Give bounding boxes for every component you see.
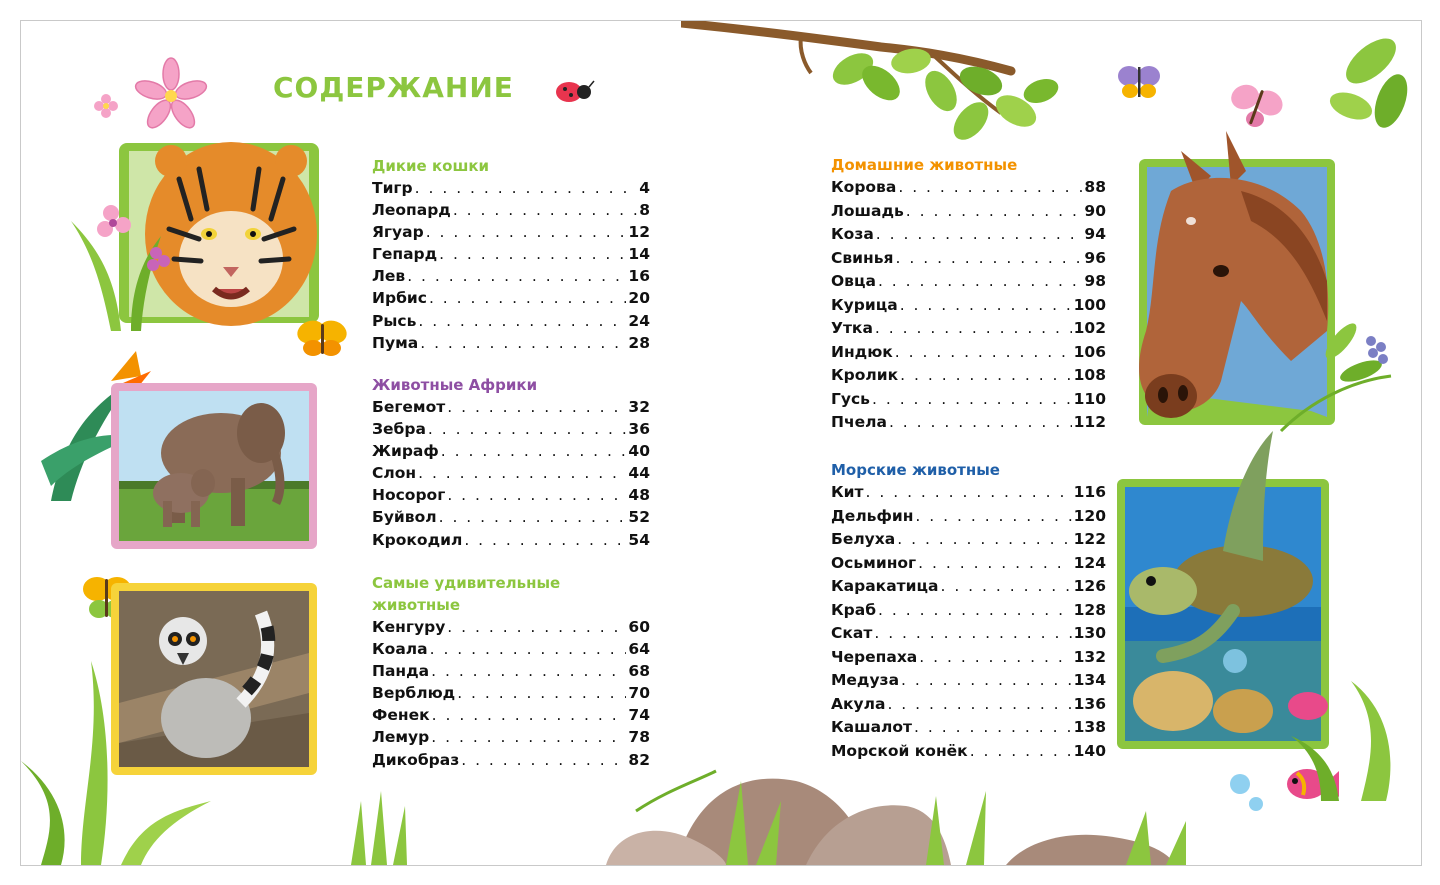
- toc-entry: [372, 529, 650, 551]
- dot-leader: [906, 200, 1083, 224]
- dot-leader: [874, 622, 1071, 646]
- entry-name: Медуза: [831, 671, 900, 689]
- dot-leader: [915, 505, 1071, 529]
- entry-page-number: 112: [1073, 413, 1106, 431]
- entry-page-number: 128: [1073, 600, 1106, 619]
- rocks-illustration: [606, 751, 1216, 865]
- entry-name: Корова: [831, 178, 897, 196]
- entry-name: Морской конёк: [831, 741, 968, 760]
- dot-leader: [900, 294, 1072, 318]
- toc-entry: [831, 317, 1106, 341]
- section-sea: [831, 459, 1106, 763]
- dot-leader: [418, 310, 626, 332]
- entry-name: Кит: [831, 483, 864, 501]
- dot-leader: [439, 506, 627, 528]
- entry-page-number: 36: [628, 420, 650, 439]
- toc-entry: [372, 506, 650, 528]
- toc-entry: [372, 638, 650, 660]
- dot-leader: [429, 287, 626, 309]
- entry-page-number: 28: [628, 333, 650, 352]
- toc-entry: [831, 622, 1106, 646]
- toc-entry: [831, 223, 1106, 247]
- butterfly-icon: [293, 316, 353, 361]
- dot-leader: [447, 484, 626, 506]
- entry-page-number: 8: [639, 201, 650, 220]
- leafy-plant-right: [1241, 281, 1401, 441]
- entry-name: Ирбис: [372, 289, 427, 308]
- butterfly-icon-3: [1116, 63, 1162, 101]
- entry-name: Кенгуру: [372, 618, 446, 636]
- dot-leader: [878, 599, 1072, 623]
- entry-name: Черепаха: [831, 647, 918, 666]
- entry-name: Кашалот: [831, 718, 913, 736]
- entry-name: Коала: [372, 640, 428, 659]
- section-africa: [372, 374, 650, 551]
- entry-page-number: 52: [628, 508, 650, 527]
- entry-name: Панда: [372, 662, 430, 681]
- entry-page-number: 126: [1073, 577, 1106, 595]
- entry-page-number: 24: [628, 311, 650, 330]
- toc-entry: [372, 660, 650, 682]
- section-title: Животные Африки: [372, 376, 538, 394]
- entry-page-number: 64: [628, 640, 650, 659]
- toc-entry: [831, 481, 1106, 505]
- entry-name: Осьминог: [831, 553, 917, 572]
- entry-page-number: 106: [1073, 342, 1106, 361]
- dot-leader: [918, 552, 1071, 576]
- toc-entry: [372, 199, 650, 221]
- dot-leader: [897, 528, 1071, 552]
- dot-leader: [461, 749, 626, 771]
- entry-name: Зебра: [372, 420, 426, 439]
- dot-leader: [876, 223, 1083, 247]
- entry-name: Верблюд: [372, 684, 456, 703]
- toc-entry: [372, 704, 650, 726]
- entry-page-number: 130: [1073, 624, 1106, 642]
- page-title: СОДЕРЖАНИЕ: [273, 71, 514, 104]
- dot-leader: [914, 716, 1072, 740]
- dot-leader: [441, 440, 627, 462]
- entry-page-number: 16: [628, 267, 650, 286]
- toc-entry: [831, 176, 1106, 200]
- entry-name: Свинья: [831, 248, 894, 267]
- entry-name: Фенек: [372, 706, 430, 725]
- entry-page-number: 88: [1084, 178, 1106, 196]
- entry-name: Индюк: [831, 342, 893, 361]
- grass-leaves-left: [61, 181, 171, 331]
- toc-entry: [831, 646, 1106, 670]
- dot-leader: [900, 364, 1071, 388]
- butterfly-icon-4: [1229, 81, 1285, 131]
- book-spread: [20, 20, 1422, 866]
- toc-entry: [372, 418, 650, 440]
- dot-leader: [464, 529, 626, 551]
- entry-name: Пчела: [831, 413, 887, 431]
- dot-leader: [970, 740, 1072, 764]
- entry-page-number: 48: [628, 486, 650, 505]
- dot-leader: [430, 638, 627, 660]
- entry-page-number: 14: [628, 245, 650, 264]
- section-amazing: [372, 572, 650, 771]
- dot-leader: [872, 388, 1072, 412]
- toc-entry: [831, 552, 1106, 576]
- dot-leader: [887, 693, 1071, 717]
- toc-list: [372, 616, 650, 771]
- entry-page-number: 120: [1073, 506, 1106, 525]
- toc-entry: [372, 396, 650, 418]
- entry-name: Тигр: [372, 179, 413, 197]
- toc-entry: [831, 270, 1106, 294]
- entry-page-number: 110: [1073, 389, 1106, 408]
- dot-leader: [407, 265, 626, 287]
- section-title: Дикие кошки: [372, 157, 490, 175]
- dot-leader: [447, 396, 626, 418]
- entry-page-number: 96: [1084, 248, 1106, 267]
- dot-leader: [453, 199, 637, 221]
- dot-leader: [919, 646, 1071, 670]
- entry-name: Утка: [831, 319, 873, 337]
- entry-name: Лошадь: [831, 201, 904, 220]
- dot-leader: [896, 247, 1083, 271]
- dot-leader: [875, 317, 1072, 341]
- entry-page-number: 40: [628, 442, 650, 461]
- entry-name: Лев: [372, 267, 406, 286]
- dot-leader: [898, 176, 1082, 200]
- dot-leader: [426, 221, 627, 243]
- toc-entry: [831, 341, 1106, 365]
- toc-entry: [372, 462, 650, 484]
- entry-page-number: 74: [628, 706, 650, 725]
- grass-bottom-left: [21, 641, 221, 865]
- entry-page-number: 54: [628, 530, 650, 549]
- dot-leader: [431, 660, 626, 682]
- dot-leader: [418, 462, 626, 484]
- entry-name: Дельфин: [831, 506, 914, 525]
- dot-leader: [431, 726, 626, 748]
- tree-branch-illustration: [681, 21, 1071, 161]
- toc-entry: [372, 310, 650, 332]
- entry-name: Бегемот: [372, 398, 446, 416]
- leaf-cluster-top-right: [1311, 21, 1421, 141]
- dot-leader: [447, 616, 626, 638]
- entry-name: Овца: [831, 272, 876, 290]
- entry-name: Буйвол: [372, 508, 437, 527]
- entry-page-number: 100: [1073, 295, 1106, 314]
- section-domestic: [831, 154, 1106, 435]
- entry-page-number: 134: [1073, 671, 1106, 689]
- entry-name: Белуха: [831, 530, 896, 548]
- elephants-photo: [111, 383, 317, 549]
- dot-leader: [901, 669, 1072, 693]
- dot-leader: [420, 332, 626, 354]
- entry-page-number: 78: [628, 728, 650, 747]
- entry-page-number: 4: [639, 179, 650, 197]
- toc-entry: [831, 505, 1106, 529]
- toc-entry: [831, 740, 1106, 764]
- toc-entry: [831, 200, 1106, 224]
- dot-leader: [878, 270, 1082, 294]
- dot-leader: [457, 682, 626, 704]
- toc-entry: [831, 716, 1106, 740]
- pink-flower-icon: [131, 56, 211, 131]
- grass-bottom-center-left: [341, 791, 421, 865]
- toc-list: [372, 396, 650, 551]
- entry-page-number: 82: [628, 750, 650, 769]
- dot-leader: [889, 411, 1072, 435]
- toc-entry: [831, 388, 1106, 412]
- entry-name: Лемур: [372, 728, 430, 747]
- toc-entry: [831, 528, 1106, 552]
- entry-name: Ягуар: [372, 223, 424, 242]
- toc-list: [831, 176, 1106, 435]
- entry-page-number: 122: [1073, 530, 1106, 548]
- entry-name: Рысь: [372, 311, 417, 330]
- entry-page-number: 90: [1084, 201, 1106, 220]
- toc-list: [372, 177, 650, 354]
- section-title: Морские животные: [831, 461, 1000, 479]
- dot-leader: [428, 418, 627, 440]
- toc-entry: [372, 287, 650, 309]
- entry-name: Крокодил: [372, 530, 463, 549]
- toc-entry: [372, 440, 650, 462]
- toc-entry: [831, 294, 1106, 318]
- entry-name: Леопард: [372, 201, 451, 220]
- dot-leader: [895, 341, 1072, 365]
- dot-leader: [439, 243, 626, 265]
- toc-list: [831, 481, 1106, 763]
- toc-entry: [372, 221, 650, 243]
- entry-name: Носорог: [372, 486, 446, 505]
- dot-leader: [432, 704, 627, 726]
- toc-entry: [831, 575, 1106, 599]
- toc-entry: [372, 265, 650, 287]
- section-title-line1: Самые удивительные: [372, 574, 561, 592]
- toc-entry: [372, 332, 650, 354]
- entry-name: Гепард: [372, 245, 438, 264]
- entry-name: Коза: [831, 225, 874, 243]
- toc-entry: [372, 726, 650, 748]
- entry-name: Краб: [831, 600, 877, 619]
- entry-page-number: 12: [628, 223, 650, 242]
- section-wild-cats: [372, 155, 650, 354]
- entry-name: Курица: [831, 295, 898, 314]
- entry-page-number: 70: [628, 684, 650, 703]
- entry-name: Каракатица: [831, 577, 939, 595]
- entry-page-number: 32: [628, 398, 650, 416]
- entry-page-number: 140: [1073, 741, 1106, 760]
- entry-page-number: 68: [628, 662, 650, 681]
- dot-leader: [415, 177, 638, 199]
- toc-entry: [831, 669, 1106, 693]
- section-title: Домашние животные: [831, 156, 1018, 174]
- toc-entry: [831, 247, 1106, 271]
- toc-entry: [831, 411, 1106, 435]
- toc-entry: [831, 599, 1106, 623]
- entry-page-number: 60: [628, 618, 650, 636]
- entry-name: Кролик: [831, 366, 899, 384]
- section-title-line2: животные: [372, 596, 461, 614]
- entry-name: Слон: [372, 464, 417, 483]
- toc-entry: [831, 364, 1106, 388]
- entry-name: Скат: [831, 624, 873, 642]
- entry-name: Дикобраз: [372, 750, 460, 769]
- toc-entry: [372, 682, 650, 704]
- entry-page-number: 20: [628, 289, 650, 308]
- toc-entry: [831, 693, 1106, 717]
- grass-bottom-right: [1201, 661, 1421, 801]
- toc-entry: [372, 177, 650, 199]
- entry-page-number: 136: [1073, 694, 1106, 713]
- toc-entry: [372, 749, 650, 771]
- toc-entry: [372, 243, 650, 265]
- dot-leader: [940, 575, 1071, 599]
- dot-leader: [866, 481, 1072, 505]
- entry-page-number: 124: [1073, 553, 1106, 572]
- entry-page-number: 116: [1073, 483, 1106, 501]
- entry-page-number: 94: [1084, 225, 1106, 243]
- entry-page-number: 98: [1084, 272, 1106, 290]
- toc-entry: [372, 616, 650, 638]
- entry-page-number: 44: [628, 464, 650, 483]
- entry-name: Пума: [372, 333, 419, 352]
- toc-entry: [372, 484, 650, 506]
- entry-page-number: 138: [1073, 718, 1106, 736]
- entry-page-number: 132: [1073, 647, 1106, 666]
- entry-page-number: 102: [1073, 319, 1106, 337]
- entry-page-number: 108: [1073, 366, 1106, 384]
- entry-name: Жираф: [372, 442, 439, 461]
- small-flower-icon: [93, 93, 119, 119]
- ladybug-icon: [553, 77, 595, 107]
- entry-name: Гусь: [831, 389, 870, 408]
- entry-name: Акула: [831, 694, 886, 713]
